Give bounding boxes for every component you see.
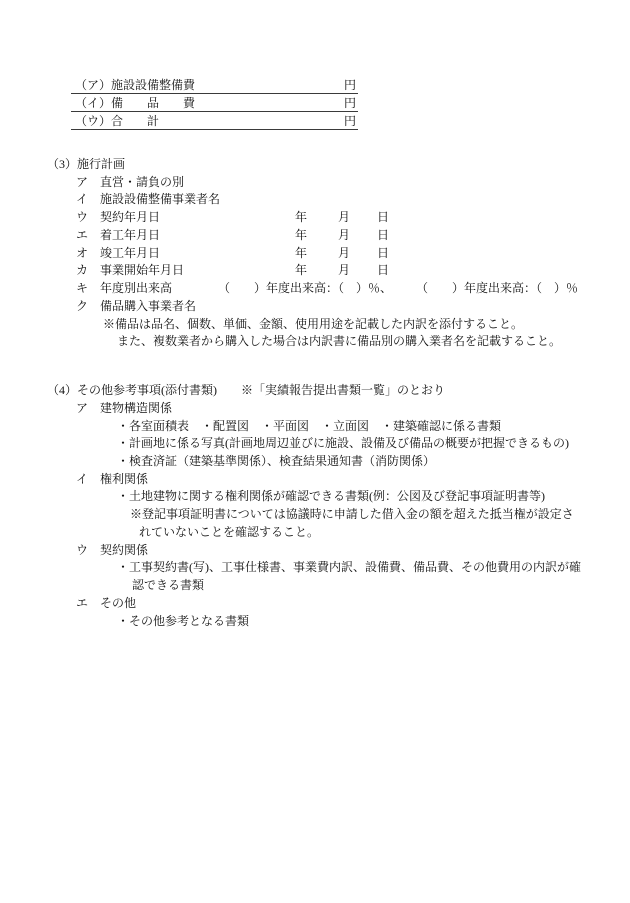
item-label-contractor-name: 施設設備整備事業者名 bbox=[100, 192, 221, 206]
row-label: （イ）備 品 費 bbox=[75, 96, 196, 110]
item-marker: ウ bbox=[76, 210, 89, 224]
progress-fill-in-blanks: （ ）年度出来高：（ ）％、 （ ）年度出来高：（ ）％ bbox=[218, 281, 579, 295]
date-year-placeholder: 年 bbox=[295, 210, 308, 224]
date-day-placeholder: 日 bbox=[377, 228, 390, 242]
item-label-progress-by-year: 年度別出来高 bbox=[100, 281, 173, 295]
table-row-facility-cost bbox=[71, 76, 358, 94]
item-marker: イ bbox=[76, 472, 89, 486]
row-label: （ア）施設設備整備費 bbox=[75, 78, 196, 92]
item-marker: エ bbox=[76, 596, 89, 610]
item-title-building-structure: 建物構造関係 bbox=[100, 401, 173, 415]
item-label-contract-date: 契約年月日 bbox=[100, 210, 161, 224]
bullet-line: ・その他参考となる書類 bbox=[117, 614, 250, 628]
item-marker: エ bbox=[76, 228, 89, 242]
date-month-placeholder: 月 bbox=[338, 228, 351, 242]
item-title-contract: 契約関係 bbox=[100, 543, 149, 557]
date-month-placeholder: 月 bbox=[338, 246, 351, 260]
item-marker: ウ bbox=[76, 543, 89, 557]
row-unit-yen: 円 bbox=[343, 96, 356, 110]
bullet-line-continuation: 認できる書類 bbox=[132, 578, 205, 592]
expense-table bbox=[71, 76, 358, 130]
item-marker: ア bbox=[76, 175, 89, 189]
section4-heading: （4）その他参考事項(添付書類) ※「実績報告提出書類一覧」のとおり bbox=[47, 383, 445, 397]
date-day-placeholder: 日 bbox=[377, 246, 390, 260]
item-marker: イ bbox=[76, 192, 89, 206]
note-line: また、複数業者から購入した場合は内訳書に備品別の購入業者名を記載すること。 bbox=[117, 334, 562, 348]
date-day-placeholder: 日 bbox=[377, 210, 390, 224]
item-marker: ク bbox=[76, 299, 89, 313]
bullet-line: ・各室面積表 ・配置図 ・平面図 ・立面図 ・建築確認に係る書類 bbox=[117, 419, 502, 433]
note-line-continuation: れていないことを確認すること。 bbox=[139, 525, 320, 539]
bullet-line: ・計画地に係る写真(計画地周辺並びに施設、設備及び備品の概要が把握できるもの) bbox=[117, 436, 569, 450]
table-row-equipment-cost bbox=[71, 94, 358, 112]
section3-heading: （3）施行計画 bbox=[47, 157, 126, 171]
item-title-other: その他 bbox=[100, 596, 137, 610]
item-marker: キ bbox=[76, 281, 89, 295]
item-label-completion-date: 竣工年月日 bbox=[100, 246, 161, 260]
item-label-construction-type: 直営・請負の別 bbox=[100, 175, 185, 189]
item-marker: カ bbox=[76, 263, 89, 277]
bullet-line: ・土地建物に関する権利関係が確認できる書類(例：公図及び登記事項証明書等) bbox=[117, 489, 545, 503]
row-unit-yen: 円 bbox=[343, 78, 356, 92]
item-label-start-date: 着工年月日 bbox=[100, 228, 161, 242]
item-marker: オ bbox=[76, 246, 89, 260]
bullet-line: ・工事契約書(写)、工事仕様書、事業費内訳、設備費、備品費、その他費用の内訳が確 bbox=[117, 560, 581, 574]
row-unit-yen: 円 bbox=[343, 114, 356, 128]
date-year-placeholder: 年 bbox=[295, 246, 308, 260]
note-line: ※登記事項証明書については協議時に申請した借入金の額を超えた抵当権が設定さ bbox=[130, 507, 574, 521]
row-label: （ウ）合 計 bbox=[75, 114, 160, 128]
date-month-placeholder: 月 bbox=[338, 210, 351, 224]
item-label-business-start-date: 事業開始年月日 bbox=[100, 263, 185, 277]
bullet-line: ・検査済証（建築基準関係）、検査結果通知書（消防関係） bbox=[117, 454, 436, 468]
item-marker: ア bbox=[76, 401, 89, 415]
table-row-total bbox=[71, 112, 358, 130]
date-month-placeholder: 月 bbox=[338, 263, 351, 277]
item-label-equipment-vendor-name: 備品購入事業者名 bbox=[100, 299, 197, 313]
date-year-placeholder: 年 bbox=[295, 228, 308, 242]
date-year-placeholder: 年 bbox=[295, 263, 308, 277]
item-title-rights: 権利関係 bbox=[100, 472, 149, 486]
note-line: ※備品は品名、個数、単価、金額、使用用途を記載した内訳を添付すること。 bbox=[103, 317, 524, 331]
date-day-placeholder: 日 bbox=[377, 263, 390, 277]
